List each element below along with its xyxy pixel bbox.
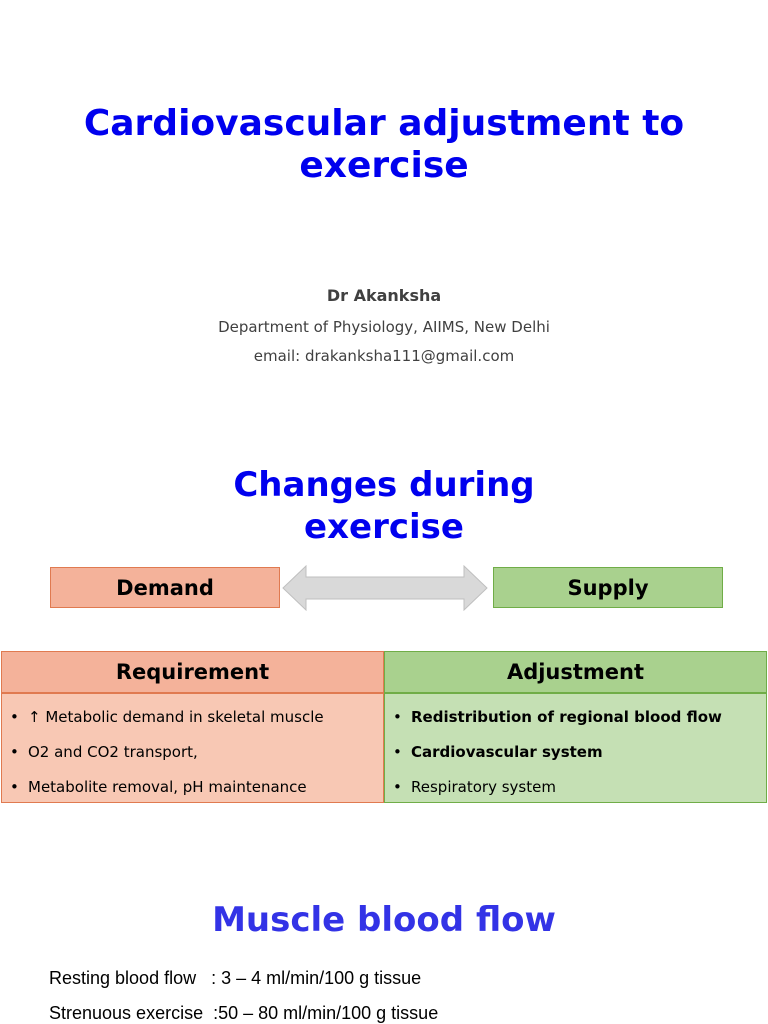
bullet: • xyxy=(393,743,402,761)
requirement-item: O2 and CO2 transport, xyxy=(28,743,198,761)
list-item xyxy=(10,778,383,813)
demand-label: Demand xyxy=(116,575,214,600)
adjustment-list xyxy=(384,693,767,803)
slide-title xyxy=(0,103,768,187)
adjustment-header xyxy=(384,651,767,693)
department-text: Department of Physiology, AIIMS, New Delhi xyxy=(218,318,550,336)
supply-box xyxy=(493,567,723,608)
requirement-item: ↑ Metabolic demand in skeletal muscle xyxy=(28,708,324,726)
bullet: • xyxy=(393,708,402,726)
muscle-blood-flow-slide xyxy=(0,840,768,1024)
resting-blood-flow-text: Resting blood flow : 3 – 4 ml/min/100 g tissue xyxy=(49,968,422,988)
adjustment-item: Respiratory system xyxy=(411,778,556,796)
slide-title-line1: Cardiovascular adjustment to xyxy=(83,103,685,144)
requirement-item: Metabolite removal, pH maintenance xyxy=(28,778,307,796)
title-slide xyxy=(0,0,768,410)
list-item xyxy=(393,708,766,743)
list-item xyxy=(10,708,383,743)
strenuous-exercise-text: Strenuous exercise :50 – 80 ml/min/100 g tissue xyxy=(49,1003,439,1023)
list-item xyxy=(10,743,383,778)
changes-title-line2: exercise xyxy=(304,507,464,547)
slide-title-line2: exercise xyxy=(299,145,469,186)
adjustment-item: Cardiovascular system xyxy=(411,743,603,761)
adjustment-header-label: Adjustment xyxy=(506,660,645,684)
demand-box xyxy=(50,567,280,608)
muscle-blood-flow-title: Muscle blood flow xyxy=(212,900,556,940)
requirement-list xyxy=(1,693,384,803)
bullet: • xyxy=(10,743,19,761)
list-item xyxy=(393,778,766,813)
changes-title-line1: Changes during xyxy=(233,465,535,505)
bullet: • xyxy=(10,708,19,726)
bullet: • xyxy=(10,778,19,796)
list-item xyxy=(393,743,766,778)
email-text: email: drakanksha111@gmail.com xyxy=(253,347,515,365)
supply-label: Supply xyxy=(567,575,649,600)
bullet: • xyxy=(393,778,402,796)
double-arrow-icon xyxy=(282,565,488,611)
adjustment-item: Redistribution of regional blood flow xyxy=(411,708,722,726)
requirement-header-label: Requirement xyxy=(115,660,270,684)
changes-title xyxy=(0,464,768,548)
changes-slide xyxy=(0,410,768,840)
requirement-header xyxy=(1,651,384,693)
author-name: Dr Akanksha xyxy=(326,286,442,305)
